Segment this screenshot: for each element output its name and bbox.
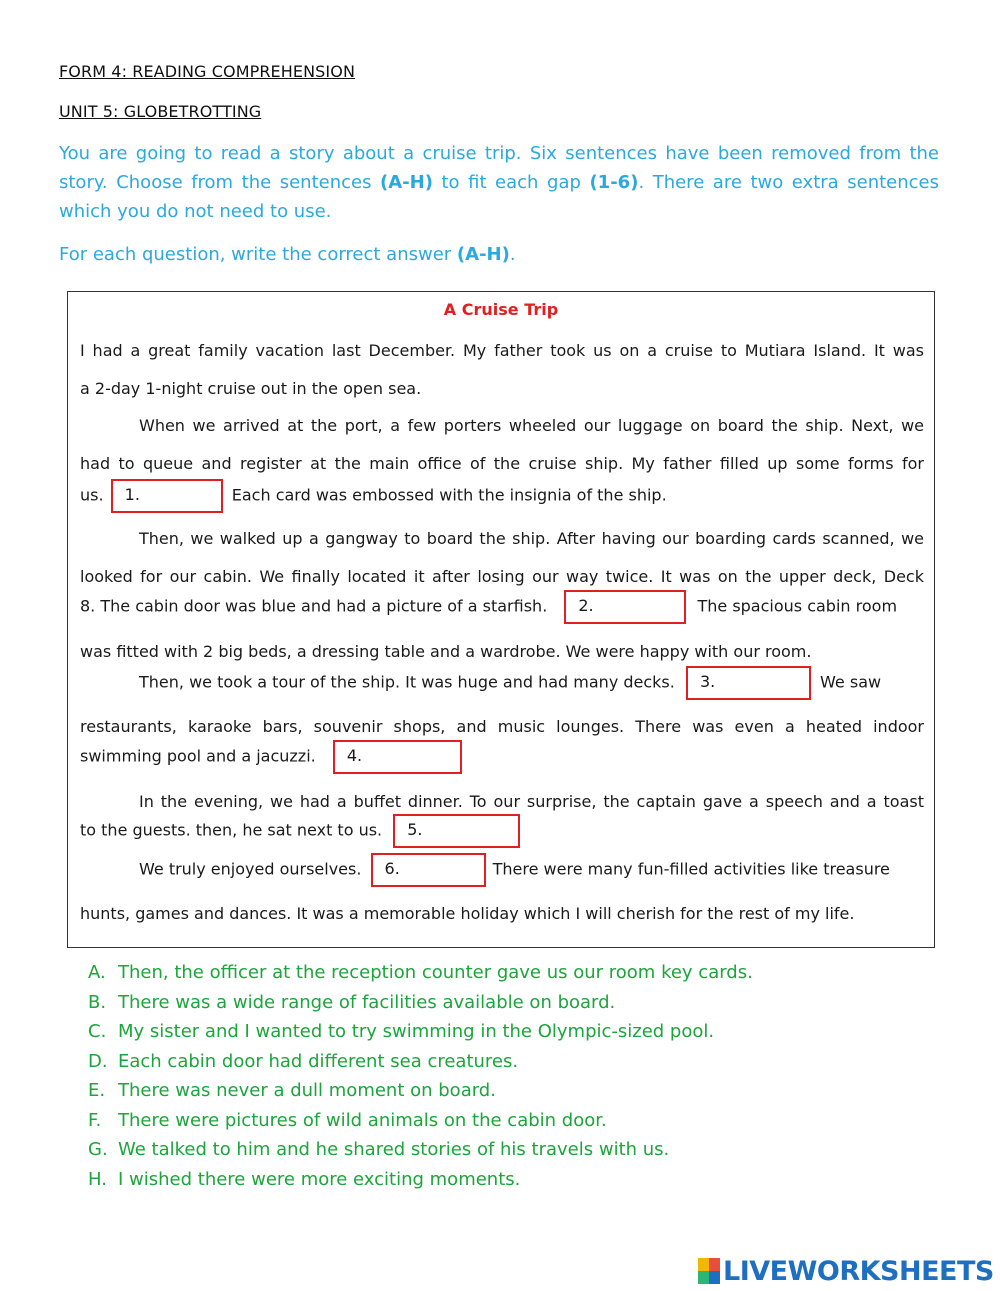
story-line: swimming pool and a jacuzzi. 4. [80,740,924,776]
option-c: C. My sister and I wanted to try swimming in the Olympic-sized pool. [88,1021,715,1042]
option-d: D. Each cabin door had different sea creatures. [88,1050,519,1072]
answer-gap-1[interactable]: 1. [111,479,223,513]
instructions-paragraph-2: For each question, write the correct answer (A-H). [59,244,516,265]
answer-gap-2[interactable]: 2. [564,590,686,624]
story-line: to the guests. then, he sat next to us. 5. [80,814,924,850]
answer-gap-4[interactable]: 4. [333,740,462,774]
logo-text: LIVEWORKSHEETS [723,1255,994,1287]
unit-heading: UNIT 5: GLOBETROTTING [59,102,262,121]
option-h: H. I wished there were more exciting moments. [88,1168,521,1190]
story-line: Then, we took a tour of the ship. It was huge and had many decks. 3. We saw [139,666,983,702]
options-list [88,958,753,1194]
story-line: us. 1. Each card was embossed with the insignia of the ship. [80,479,924,515]
option-a: A. Then, the officer at the reception counter gave us our room key cards. [88,962,753,983]
story-line: In the evening, we had a buffet dinner. To our surprise, the captain gave a speech and a toast [139,792,924,811]
story-line: hunts, games and dances. It was a memorable holiday which I will cherish for the rest of my life. [80,904,855,923]
story-line: Then, we walked up a gangway to board the ship. After having our boarding cards scanned, we [139,529,924,548]
instructions-paragraph-1: You are going to read a story about a cruise trip. Six sentences have been removed from the story. Choose from the sentences (A-H) to fit each gap (1-6). There are two extra sentences which you do not need to use. [59,143,939,222]
story-line: restaurants, karaoke bars, souvenir shops, and music lounges. There was even a heated indoor [80,717,924,736]
liveworksheets-logo-icon [698,1258,720,1284]
answer-gap-3[interactable]: 3. [686,666,811,700]
story-title: A Cruise Trip [443,300,559,319]
answer-gap-5[interactable]: 5. [393,814,520,848]
story-line: I had a great family vacation last December. My father took us on a cruise to Mutiara Island. It was [80,341,924,360]
form-heading: FORM 4: READING COMPREHENSION [59,62,356,81]
option-e: E. There was never a dull moment on board. [88,1080,496,1101]
option-g: G. We talked to him and he shared stories of his travels with us. [88,1139,670,1160]
story-line: When we arrived at the port, a few porters wheeled our luggage on board the ship. Next, we [139,416,924,435]
story-line: had to queue and register at the main office of the cruise ship. My father filled up some forms for [80,454,924,473]
story-line: looked for our cabin. We finally located it after losing our way twice. It was on the upper deck, Deck [80,567,924,586]
story-line: was fitted with 2 big beds, a dressing table and a wardrobe. We were happy with our room. [80,642,812,661]
option-f: F. There were pictures of wild animals on the cabin door. [88,1109,607,1131]
story-box [67,291,935,948]
story-line: 8. The cabin door was blue and had a picture of a starfish. 2. The spacious cabin room [80,590,924,626]
answer-gap-6[interactable]: 6. [371,853,486,887]
option-b: B. There was a wide range of facilities available on board. [88,991,616,1013]
story-line: a 2-day 1-night cruise out in the open sea. [80,379,422,398]
liveworksheets-logo[interactable] [698,1256,994,1286]
story-line: We truly enjoyed ourselves. 6. There were many fun-filled activities like treasure [139,853,983,889]
